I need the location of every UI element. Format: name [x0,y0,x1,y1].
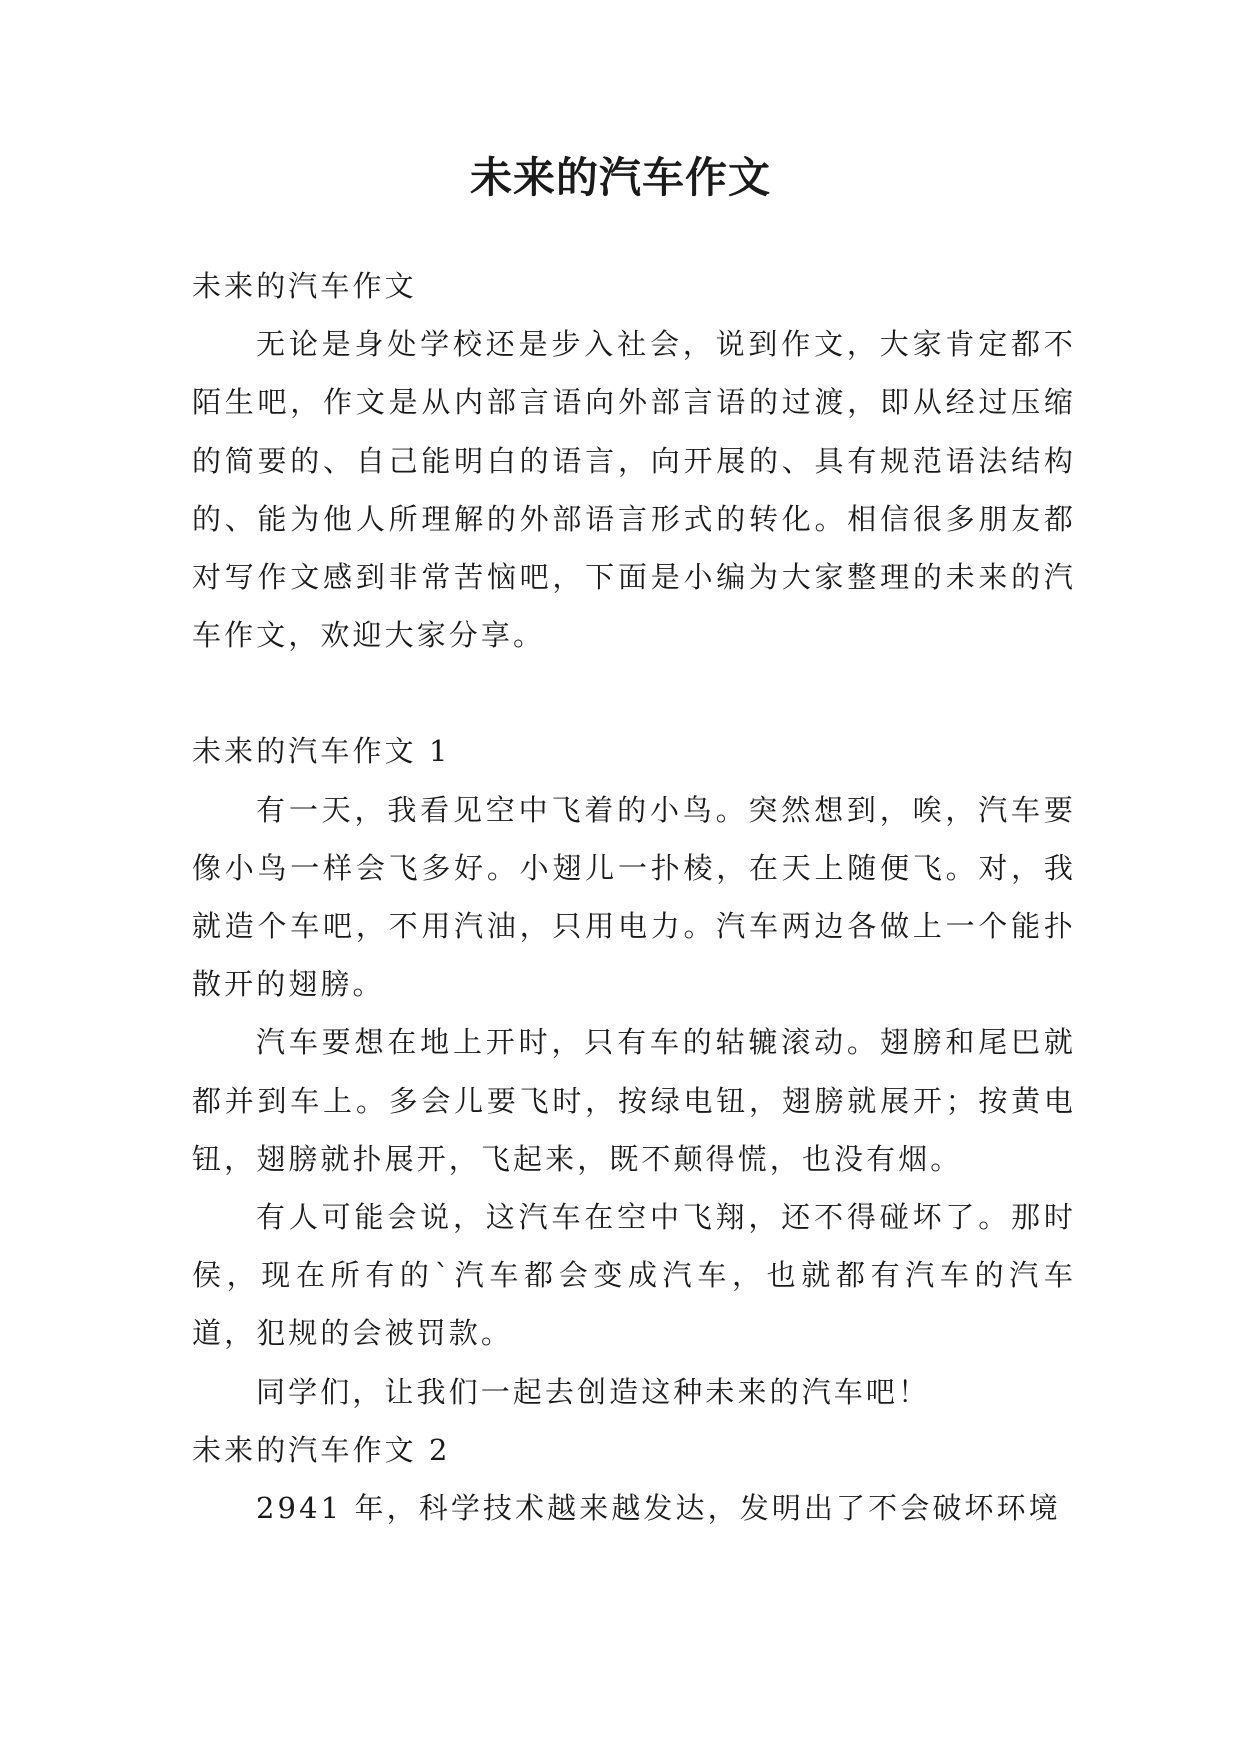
document-title: 未来的汽车作文 [469,153,771,202]
essay-1-paragraph-2: 汽车要想在地上开时，只有车的轱辘滚动。翅膀和尾巴就都并到车上。多会儿要飞时，按绿电钮，翅膀就展开；按黄电钮，翅膀就扑展开，飞起来，既不颠得慌，也没有烟。 [192,1025,1076,1176]
section-heading-essay-1: 未来的汽车作文 1 [192,734,451,769]
document-body [192,257,1076,1537]
essay-2-paragraph-1: 2941 年，科学技术越来越发达，发明出了不会破坏环境 [256,1491,1061,1526]
essay-1-paragraph-1: 有一天，我看见空中飞着的小鸟。突然想到，唉，汽车要像小鸟一样会飞多好。小翅儿一扑棱，在天上随便飞。对，我就造个车吧，不用汽油，只用电力。汽车两边各做上一个能扑散开的翅膀。 [192,792,1076,1002]
intro-paragraph: 无论是身处学校还是步入社会，说到作文，大家肯定都不陌生吧，作文是从内部言语向外部言语的过渡，即从经过压缩的简要的、自己能明白的语言，向开展的、具有规范语法结构的、能为他人所理解的外部语言形式的转化。相信很多朋友都对写作文感到非常苦恼吧，下面是小编为大家整理的未来的汽车作文，欢迎大家分享。 [192,327,1076,653]
section-heading-intro: 未来的汽车作文 [192,269,417,303]
essay-1-paragraph-3: 有人可能会说，这汽车在空中飞翔，还不得碰坏了。那时侯，现在所有的`汽车都会变成汽车，也就都有汽车的汽车道，犯规的会被罚款。 [192,1200,1076,1351]
essay-1-paragraph-4: 同学们，让我们一起去创造这种未来的汽车吧！ [256,1374,931,1409]
section-heading-essay-2: 未来的汽车作文 2 [192,1432,451,1467]
